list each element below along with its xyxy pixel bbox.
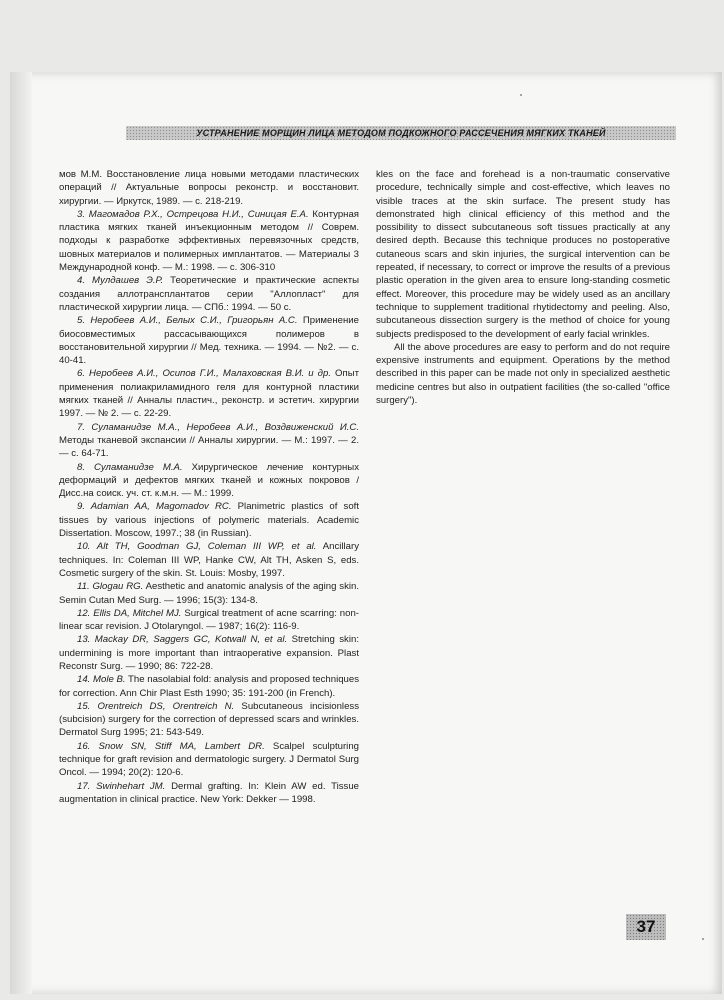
page-spine-shadow: [10, 72, 32, 994]
page-number: 37: [636, 917, 656, 936]
conclusion-column: [376, 168, 670, 407]
reference-item: 12. Ellis DA, Mitchel MJ. Surgical treatment of acne scarring: non-linear scar revision. J Otolaryngol. — 1987; 16(2): 116-9.: [59, 607, 359, 633]
reference-item: 13. Mackay DR, Saggers GC, Kotwall N, et al. Stretching skin: undermining is more important than intraoperative expansion. Plast Reconstr Surg. — 1990; 86: 722-28.: [59, 634, 359, 672]
page-number-badge: [626, 914, 666, 940]
reference-item: 5. Неробеев А.И., Белых С.И., Григорьян А.С. Применение биосовместимых рассасывающихся полимеров в восстановительной хирургии // Мед. техника. — 1994. — №2. — с. 40-41.: [59, 315, 359, 367]
reference-item: 6. Неробеев А.И., Осипов Г.И., Малаховская В.И. и др. Опыт применения полиакриламидного геля для контурной пластики мягких тканей // Анналы пластич., реконстр. и эстетич. хирургии 1997. — № 2. — с. 22-29.: [59, 368, 359, 420]
reference-item: 14. Mole B. The nasolabial fold: analysis and proposed techniques for correction. Ann Chir Plast Esth 1990; 35: 191-200 (in French).: [59, 674, 360, 699]
reference-item: мов М.М. Восстановление лица новыми методами пластических операций // Актуальные вопросы реконстр. и восстановит. хирургии. — Иркутск, 1989. — с. 218-219.: [59, 169, 359, 207]
running-header: [126, 126, 676, 140]
references-column: [59, 168, 359, 806]
scan-speck: [520, 94, 522, 96]
journal-page: [10, 72, 722, 994]
reference-item: 17. Swinhehart JM. Dermal grafting. In: Klein AW ed. Tissue augmentation in clinical practice. New York: Dekker — 1998.: [59, 780, 359, 805]
reference-item: 15. Orentreich DS, Orentreich N. Subcutaneous incisionless (subcision) surgery for the correction of depressed scars and wrinkles. Dermatol Surg 1995; 21: 543-549.: [59, 700, 359, 739]
reference-item: 7. Суламанидзе М.А., Неробеев А.И., Воздвиженский И.С. Методы тканевой экспансии // Анналы хирургии. — М.: 1997. — 2. — с. 64-71.: [59, 421, 359, 460]
body-paragraph: All the above procedures are easy to perform and do not require expensive instruments and equipment. Operations by the method described in this paper can be made not only in specialized aesthetic medicine centres but also in outpatient facilities (the so-called "office surgery").: [376, 341, 670, 407]
reference-item: 4. Мулдашев Э.Р. Теоретические и практические аспекты создания аллотрансплантатов серии "Аллопласт" для пластической хирургии лица. — СПб.: 1994. — 50 с.: [59, 275, 359, 313]
body-paragraph: kles on the face and forehead is a non-traumatic conservative procedure, technically simple and cost-effective, which leaves no visible traces at the skin surface. The present study has demonstrated high clinical efficiency of this method and the possibility to dissect subcutaneous soft tissues practically at any desired depth. Because this technique produces no postoperative cutaneous scars and skin injuries, the surgical intervention can be repeated, if necessary, to correct or improve the results of a previous plastic operation in the given area to ensure long-standing cosmetic effect. Moreover, this procedure may be widely used as an ancillary technique to supplement traditional rhytidectomy and peeling. Also, subcutaneous dissection surgery is the method of choice for young subjects predisposed to the development of early facial wrinkles.: [376, 169, 670, 340]
reference-item: 8. Суламанидзе М.А. Хирургическое лечение контурных деформаций и дефектов мягких тканей и кожных покровов / Дисс.на соиск. уч. ст. к.м.н. — М.: 1999.: [59, 461, 359, 500]
reference-item: 10. Alt TH, Goodman GJ, Coleman III WP, et al. Ancillary techniques. In: Coleman III WP, Hanke CW, Alt TH, Asken S, eds. Cosmetic surgery of the skin. St. Louis: Mosby, 1997.: [59, 541, 359, 579]
reference-item: 16. Snow SN, Stiff MA, Lambert DR. Scalpel sculpturing technique for graft revision and dermatologic surgery. J Dermatol Surg Oncol. — 1994; 20(2): 120-6.: [59, 740, 359, 779]
scan-speck: [702, 938, 704, 940]
reference-item: 9. Adamian AA, Magomadov RC. Planimetric plastics of soft tissues by various injections of polymeric materials. Academic Dissertation. Moscow, 1997.; 38 (in Russian).: [59, 501, 359, 540]
running-header-title: УСТРАНЕНИЕ МОРЩИН ЛИЦА МЕТОДОМ ПОДКОЖНОГО РАССЕЧЕНИЯ МЯГКИХ ТКАНЕЙ: [196, 128, 606, 138]
reference-item: 3. Магомадов Р.Х., Острецова Н.И., Синицая Е.А. Контурная пластика мягких тканей инъекционным методом // Соврем. подходы к разработке эффективных перевязочных средств, шовных материалов и полимерных имплантатов. — Материалы 3 Международной конф. — М.: 1998. — с. 306-310: [59, 208, 359, 274]
reference-item: 11. Glogau RG. Aesthetic and anatomic analysis of the aging skin. Semin Cutan Med Surg. — 1996; 15(3): 134-8.: [59, 581, 359, 606]
